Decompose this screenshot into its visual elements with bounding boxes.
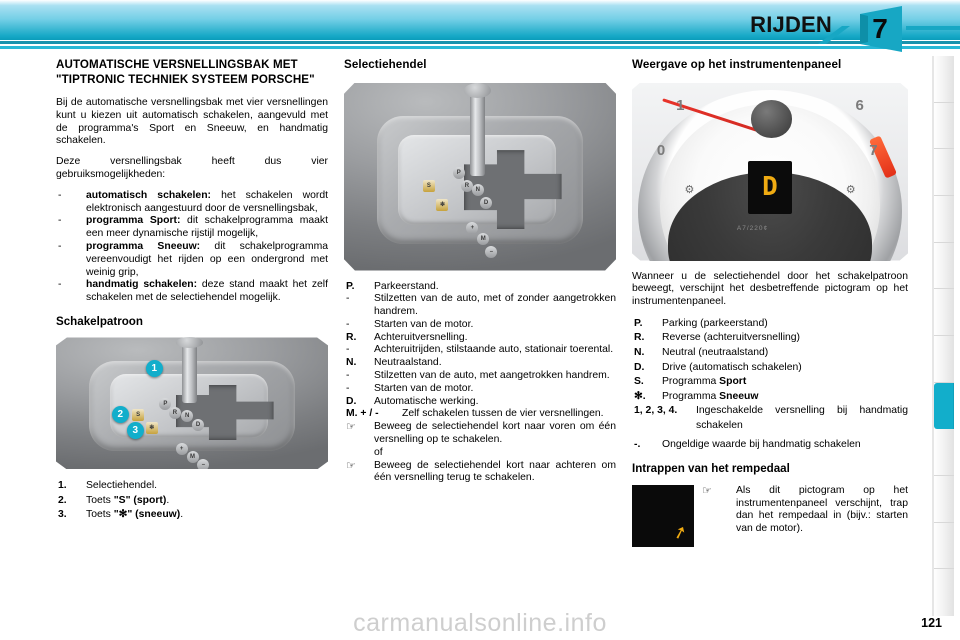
selector-position-item	[344, 370, 616, 383]
legend-text: Selectiehendel.	[86, 480, 158, 492]
chapter-tab-strip[interactable]	[934, 56, 954, 616]
selector-position-marker: -	[346, 344, 350, 356]
chapter-tab-7[interactable]	[934, 336, 954, 383]
list-marker: -	[58, 279, 62, 291]
chapter-tab-1[interactable]	[934, 56, 954, 103]
display-symbol-item	[632, 375, 908, 390]
legend-text-end: .	[180, 509, 184, 521]
tach-tick-7: 7	[869, 141, 878, 159]
selector-position-marker: -	[346, 370, 350, 382]
hand-pointer-icon: ☞	[346, 421, 356, 434]
instrumentenpaneel-photo	[632, 83, 908, 261]
display-symbol-marker: P.	[634, 317, 643, 329]
display-symbol-marker: S.	[634, 376, 644, 388]
callout-3: 3	[127, 422, 144, 439]
usage-mode-description: dit schakelprogramma vereenvoudigt het rijden op een ondergrond met weinig grip,	[86, 240, 328, 278]
chapter-tab-11[interactable]	[934, 523, 954, 570]
shift-instruction-item	[344, 421, 616, 447]
display-intro-paragraph: Wanneer u de selectiehendel door het schakelpatroon beweegt, verschijnt het desbetreffende pictogram op het instrumentenpaneel.	[632, 270, 908, 308]
callout-2: 2	[112, 406, 129, 423]
gate-label-minus: –	[485, 246, 497, 258]
display-symbol-gears-item	[632, 404, 908, 433]
selector-position-text: Starten van de motor.	[374, 382, 474, 394]
usage-mode-description: deze stand maakt het zelf schakelen met de selectiehendel mogelijk.	[86, 279, 328, 304]
alternative-connector: of	[374, 446, 383, 458]
shift-instruction-text: Beweeg de selectiehendel kort naar achteren om één versnelling terug te schakelen.	[374, 459, 616, 484]
gear-lever-knob	[464, 83, 491, 98]
usage-modes-list	[56, 190, 328, 305]
snow-button-icon: ✻	[436, 199, 448, 211]
brake-pictogram-text: Als dit pictogram op het instrumentenpaneel verschijnt, trap dan het rempedaal in (bijv.: starten van de motor).	[736, 484, 908, 535]
tach-code-text: A7/220¢	[736, 225, 769, 233]
gear-lever-shaft	[182, 343, 197, 404]
selector-position-marker: -	[346, 318, 350, 330]
chapter-tab-2[interactable]	[934, 103, 954, 150]
subheading-schakelpatroon: Schakelpatroon	[56, 314, 143, 328]
display-symbol-marker: N.	[634, 347, 645, 359]
selector-position-text: Starten van de motor.	[374, 318, 474, 330]
display-symbol-marker: ✻.	[634, 390, 646, 402]
tach-tick-0: 0	[656, 141, 666, 159]
selector-position-text: Achteruitversnelling.	[374, 331, 468, 343]
column-right	[632, 58, 908, 547]
selector-position-item	[344, 383, 616, 396]
legend-text-end: .	[166, 494, 170, 506]
gear-indicator-display	[748, 161, 792, 214]
selector-position-marker: -	[346, 293, 350, 305]
manual-mode-marker: M. + / -	[346, 408, 379, 420]
selector-position-text: Neutraalstand.	[374, 357, 442, 369]
selector-position-marker: P.	[346, 280, 355, 292]
gate-label-minus: –	[197, 459, 209, 470]
usage-mode-term: programma Sneeuw:	[86, 240, 201, 252]
hand-pointer-icon: ☞	[346, 459, 356, 472]
hand-pointer-icon: ☞	[702, 484, 712, 497]
display-symbol-item	[632, 331, 908, 346]
list-marker: -	[58, 240, 62, 252]
legend-text: Toets	[86, 494, 114, 506]
usage-mode-term: programma Sport:	[86, 215, 181, 227]
sport-button-icon: S	[423, 180, 435, 192]
legend-button-label: "S" (sport)	[113, 494, 167, 506]
display-symbol-gears-text: Ingeschakelde versnelling bij handmatig schakelen	[696, 405, 908, 432]
selector-positions-list	[344, 281, 616, 486]
display-symbol-text: Programma	[662, 390, 720, 402]
selector-position-item	[344, 332, 616, 345]
chapter-number: 7	[872, 13, 888, 44]
tach-tick-1: 1	[676, 97, 685, 115]
selectiehendel-photo	[344, 83, 616, 271]
chapter-title: RIJDEN	[750, 12, 832, 37]
usage-mode-term: automatisch schakelen:	[86, 189, 212, 201]
usage-mode-term: handmatig schakelen:	[86, 279, 198, 291]
list-marker: -	[58, 189, 62, 201]
selector-position-text: Achteruitrijden, stilstaande auto, stationair toerental.	[374, 344, 614, 356]
usage-mode-item	[56, 215, 328, 241]
manual-mode-item	[344, 408, 616, 421]
usage-mode-item	[56, 279, 328, 305]
tach-tick-6: 6	[855, 97, 864, 115]
usage-mode-item	[56, 241, 328, 279]
display-symbol-program-name: Sneeuw	[719, 390, 759, 402]
selector-position-text: Stilzetten van de auto, met aangetrokken handrem.	[374, 370, 610, 382]
legend-item	[56, 479, 328, 494]
display-symbol-item	[632, 346, 908, 361]
display-symbol-text: Parking (parkeerstand)	[662, 317, 768, 329]
usage-mode-description: dit schakelprogramma maakt een meer dynamische rijstijl mogelijk,	[86, 215, 328, 240]
intro-paragraph-2: Deze versnellingsbak heeft dus vier gebruiksmogelijkheden:	[56, 156, 328, 180]
selector-position-item	[344, 357, 616, 370]
gate-label-plus: +	[466, 222, 478, 234]
gate-label-d: D	[480, 197, 492, 209]
chapter-tab-10[interactable]	[934, 476, 954, 523]
selector-position-marker: -	[346, 382, 350, 394]
header-slash-icon	[816, 24, 856, 46]
chapter-tab-9[interactable]	[934, 429, 954, 476]
site-watermark: carmanualsonline.info	[353, 609, 607, 637]
display-symbol-marker: R.	[634, 332, 645, 344]
display-symbol-item	[632, 317, 908, 332]
display-symbol-item	[632, 361, 908, 376]
chapter-tab-5[interactable]	[934, 243, 954, 290]
usage-mode-item	[56, 190, 328, 216]
tach-hub	[751, 100, 792, 137]
list-marker: -	[58, 215, 62, 227]
header-tail-bar	[906, 26, 960, 30]
selector-position-item	[344, 319, 616, 332]
display-symbol-invalid-item	[632, 438, 908, 453]
snow-button-icon: ✻	[146, 422, 158, 434]
oil-pressure-icon: ⚙	[845, 183, 856, 196]
legend-button-label: "✻" (sneeuw)	[113, 509, 181, 521]
legend-item	[56, 508, 328, 523]
intro-paragraph-1: Bij de automatische versnellingsbak met vier versnellingen kunt u kiezen uit automatisch schakelen, aangevuld met de programma's Sport en Sneeuw, en handmatig schakelen.	[56, 97, 328, 147]
display-symbol-invalid-marker: -.	[634, 438, 641, 450]
chapter-tab-8[interactable]	[934, 383, 954, 430]
selector-position-marker: N.	[346, 357, 357, 369]
selector-position-item	[344, 344, 616, 357]
chapter-tab-3[interactable]	[934, 149, 954, 196]
display-symbol-text: Neutral (neutraalstand)	[662, 347, 769, 359]
display-symbol-item	[632, 390, 908, 405]
chapter-tab-4[interactable]	[934, 196, 954, 243]
selector-position-item	[344, 293, 616, 319]
selector-position-marker: D.	[346, 395, 357, 407]
callout-1: 1	[146, 360, 163, 377]
display-symbol-text: Drive (automatisch schakelen)	[662, 361, 802, 373]
display-symbol-program-name: Sport	[719, 376, 747, 388]
gate-label-p: P	[453, 167, 465, 179]
legend-number: 3.	[58, 509, 67, 521]
legend-number: 2.	[58, 494, 67, 506]
gate-label-plus: +	[176, 443, 188, 455]
section-heading-weergave: Weergave op het instrumentenpaneel	[632, 58, 842, 71]
selector-position-item	[344, 396, 616, 409]
gate-label-n: N	[472, 184, 484, 196]
gate-label-n: N	[181, 410, 193, 422]
selector-position-item	[344, 281, 616, 294]
display-symbol-invalid-text: Ongeldige waarde bij handmatig schakelen	[662, 438, 861, 450]
gate-label-r: R	[169, 407, 181, 419]
gate-label-p: P	[159, 398, 171, 410]
display-symbols-list	[632, 317, 908, 452]
gear-indicator-character: D	[762, 171, 778, 202]
page-number: 121	[921, 616, 942, 630]
brake-pictogram-text-block	[694, 485, 908, 536]
brake-pedal-pictogram	[632, 485, 694, 547]
shift-instruction-text: Beweeg de selectiehendel kort naar voren om één versnelling op te schakelen.	[374, 421, 616, 446]
display-symbol-text: Programma	[662, 376, 720, 388]
header-rule-light	[0, 46, 960, 49]
legend-item	[56, 494, 328, 509]
brake-pictogram-row	[632, 485, 908, 547]
display-symbol-gears-marker: 1, 2, 3, 4.	[634, 405, 678, 417]
selector-position-text: Stilzetten van de auto, met of zonder aangetrokken handrem.	[374, 293, 616, 318]
legend-text: Toets	[86, 509, 114, 521]
schakelpatroon-photo	[56, 337, 328, 469]
photo-legend-list	[56, 479, 328, 523]
gear-lever-knob	[176, 337, 203, 348]
sport-button-icon: S	[132, 409, 144, 421]
selector-position-text: Parkeerstand.	[374, 280, 439, 292]
chapter-tab-6[interactable]	[934, 289, 954, 336]
display-symbol-text: Reverse (achteruitversnelling)	[662, 332, 801, 344]
page-header	[0, 0, 960, 52]
usage-mode-description: het schakelen wordt elektronisch aangestuurd door de versnellingsbak,	[86, 189, 328, 214]
gate-label-d: D	[192, 419, 204, 431]
engine-warning-icon: ⚙	[684, 183, 695, 196]
gate-label-m: M	[187, 451, 199, 463]
column-middle	[344, 58, 616, 493]
gate-label-r: R	[461, 180, 473, 192]
brake-pedal-icon: ➚	[670, 520, 690, 544]
section-heading-selectiehendel: Selectiehendel	[344, 58, 427, 71]
gate-label-m: M	[477, 233, 489, 245]
shift-instruction-item	[344, 460, 616, 486]
selector-position-text: Automatische werking.	[374, 395, 479, 407]
manual-mode-text: Zelf schakelen tussen de vier versnellingen.	[402, 408, 604, 420]
selector-position-marker: R.	[346, 331, 357, 343]
gear-lever-shaft	[470, 90, 485, 176]
column-left	[56, 58, 328, 523]
legend-number: 1.	[58, 480, 67, 492]
display-symbol-marker: D.	[634, 361, 645, 373]
subheading-intrappen-rempedaal: Intrappen van het rempedaal	[632, 462, 790, 476]
section-heading-automatic-gearbox: AUTOMATISCHE VERSNELLINGSBAK MET "TIPTRONIC TECHNIEK SYSTEEM PORSCHE"	[56, 58, 315, 86]
